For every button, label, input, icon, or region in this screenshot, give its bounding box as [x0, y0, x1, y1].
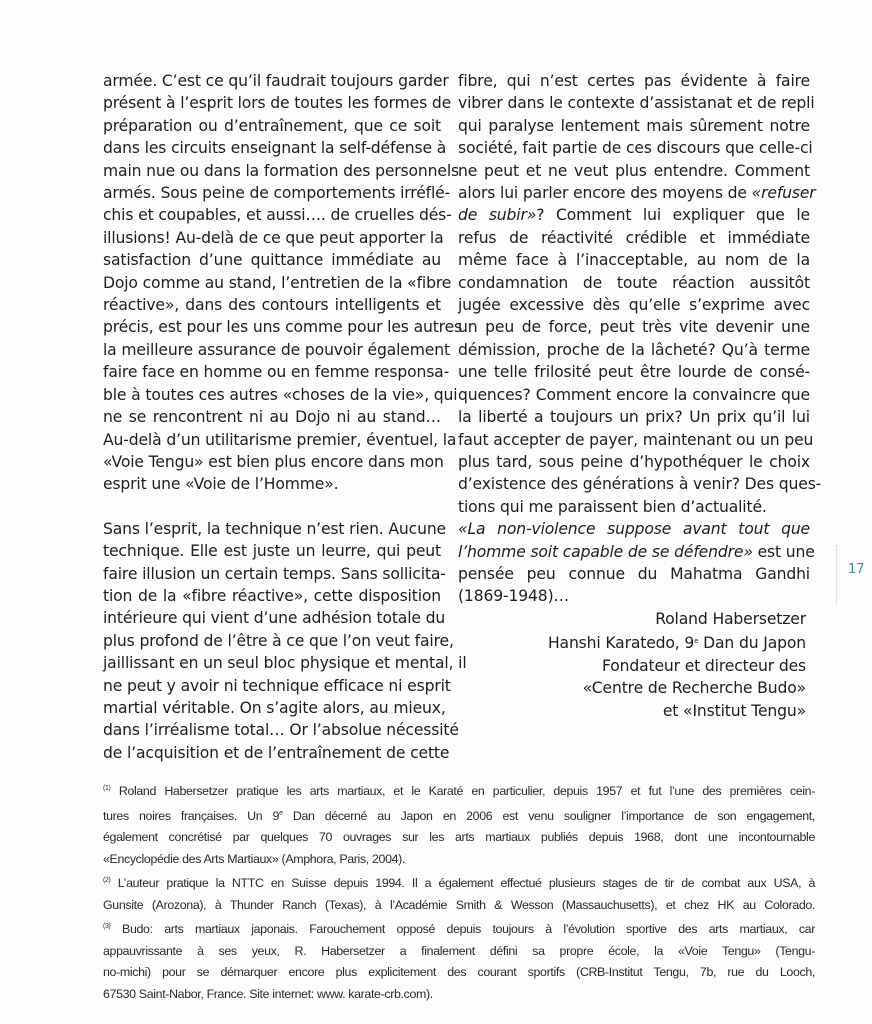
text-line: Au-delà d’un utilitarisme premier, éventuel, la [103, 430, 457, 449]
superscript: e [694, 637, 699, 646]
text-line: armée. C’est ce qu’il faudrait toujours garder [103, 72, 449, 90]
text-line: jaillissant en un seul bloc physique et mental, il [103, 654, 467, 673]
text-line: de l’acquisition et de l’entraînement de cette [103, 743, 450, 762]
text-line: quences? Comment encore la convaincre que [458, 385, 810, 404]
text-line: dans l’irréalisme total… Or l’absolue nécessité [103, 721, 459, 740]
text-line: «Voie Tengu» est bien plus encore dans mon [103, 452, 444, 471]
footnote-line [103, 916, 815, 941]
text-line: martial véritable. On s’agite alors, au mieux, [103, 698, 446, 717]
footnote-marker: (3) [103, 923, 111, 930]
page-number: 17 [848, 562, 865, 577]
text-line: tion de la «fibre réactive», cette disposition [103, 586, 441, 605]
text-line: même face à l’inacceptable, au nom de la [458, 251, 810, 270]
text-line: jugée excessive dès qu’elle s’exprime avec [458, 296, 810, 315]
text-line: d’existence des générations à venir? Des ques- [458, 475, 822, 494]
text-line: intérieure qui vient d’une adhésion totale du [103, 609, 446, 628]
footnotes [103, 778, 815, 1005]
footnote-line: no-michi) pour se démarquer encore plus explicitement des courant sportifs (CRB-Institut Tengu, 7b, rue du Looch, [103, 965, 815, 979]
text-line [458, 204, 810, 226]
author-role: Fondateur et directeur des [601, 656, 806, 675]
paragraph [458, 70, 822, 608]
footnote-line: 67530 Saint-Nabor, France. Site internet: www. karate-crb.com). [103, 986, 433, 1001]
margin-divider [836, 545, 838, 605]
text-line: une telle frilosité peut être lourde de consé- [458, 363, 810, 382]
text-line: Dojo comme au stand, l’entretien de la «fibre [103, 273, 452, 292]
italic-segment: l’homme soit capable de se défendre» [458, 542, 753, 561]
text-segment: Budo: arts martiaux japonais. Farouchement opposé depuis toujours à l’évolution sportive des arts martiaux, car [110, 922, 815, 936]
quote-line [458, 541, 815, 563]
text-line: réactive», dans des contours intelligents et [103, 296, 441, 315]
text-line: ne peut et ne veut plus entendre. Comment [458, 161, 810, 180]
text-line: faire face en homme ou en femme responsa- [103, 363, 450, 382]
text-segment: Dan du Japon [698, 634, 806, 653]
right-column [458, 70, 822, 608]
text-segment: Dan décerné au Japon en 2006 est venu souligner l’importance de son engagement, [282, 808, 815, 823]
text-line: démission, proche de la lâcheté? Qu’à terme [458, 340, 810, 359]
author-org: «Centre de Recherche Budo» [582, 679, 806, 698]
superscript: e [279, 809, 283, 817]
text-line: faire illusion un certain temps. Sans sollicita- [103, 564, 446, 583]
text-segment: tures noires françaises. Un 9 [103, 808, 280, 823]
text-line: refus de réactivité crédible et immédiate [458, 228, 810, 247]
footnote-line [103, 870, 815, 895]
footnote-marker: (2) [103, 877, 111, 884]
text-line: précis, est pour les uns comme pour les autres [103, 318, 463, 337]
text-line: tions qui me paraissent bien d’actualité. [458, 497, 767, 516]
footnote-line: «Encyclopédie des Arts Martiaux» (Amphora, Paris, 2004). [103, 851, 406, 866]
text-line: faut accepter de payer, maintenant ou un peu [458, 430, 814, 449]
text-segment: L’auteur pratique la NTTC en Suisse depuis 1994. Il a également effectué plusieurs stages de tir de combat aux USA, à [110, 876, 815, 890]
italic-segment: «La non-violence suppose avant tout que [458, 520, 810, 539]
paragraph [103, 70, 463, 496]
text-line: plus tard, sous peine d’hypothéquer le choix [458, 452, 810, 471]
footnote-line: Gunsite (Arozona), à Thunder Ranch (Texas), à l’Académie Smith & Wesson (Massauchusetts), et chez HK au Colorado. [103, 897, 815, 912]
text-line: ble à toutes ces autres «choses de la vie», qui [103, 385, 458, 404]
footnote-line [103, 778, 815, 803]
text-line: qui paralyse lentement mais sûrement notre [458, 116, 810, 135]
text-line: la liberté a toujours un prix? Un prix qu’il lui [458, 408, 810, 427]
left-column [103, 70, 467, 764]
text-line: armés. Sous peine de comportements irréflé- [103, 184, 451, 203]
text-line: technique. Elle est juste un leurre, qui peut [103, 542, 441, 561]
text-line: un peu de force, peut très vite devenir une [458, 318, 810, 337]
text-segment: Hanshi Karatedo, 9 [547, 634, 695, 653]
text-line: vibrer dans le contexte d’assistanat et de repli [458, 94, 815, 113]
italic-segment: «refuser [751, 184, 816, 203]
text-line: fibre, qui n’est certes pas évidente à faire [458, 72, 810, 90]
text-line: satisfaction d’une quittance immédiate au [103, 251, 441, 270]
footnote-line: également concrétisé par quelques 70 ouvrages sur les arts martiaux publiés depuis 1968, dont une incontournable [103, 830, 815, 844]
text-line: esprit une «Voie de l’Homme». [103, 475, 339, 494]
text-segment: ? Comment lui expliquer que le [536, 206, 810, 225]
text-segment: Roland Habersetzer pratique les arts martiaux, et le Karaté en particulier, depuis 1957 et fut l’une des premières cein- [110, 784, 815, 798]
text-line: Sans l’esprit, la technique n’est rien. Aucune [103, 519, 447, 538]
text-segment: alors lui parler encore des moyens de [458, 184, 747, 203]
text-line: chis et coupables, et aussi…. de cruelles dés- [103, 206, 452, 225]
text-line [458, 182, 816, 204]
signature-block [548, 608, 806, 722]
text-line: la meilleure assurance de pouvoir également [103, 340, 450, 359]
footnote-marker: (1) [103, 785, 111, 792]
text-line: préparation ou d’entraînement, que ce soit [103, 116, 441, 135]
paragraph [103, 518, 467, 764]
text-line: présent à l’esprit lors de toutes les formes de [103, 94, 452, 113]
quote-line [458, 518, 810, 540]
text-line: plus profond de l’être à ce que l’on veut faire, [103, 631, 454, 650]
author-title [548, 630, 806, 654]
paragraph-gap [103, 496, 441, 518]
footnote-line [103, 803, 815, 828]
text-line: ne se rencontrent ni au Dojo ni au stand… [103, 408, 441, 427]
text-line: dans les circuits enseignant la self-défense à [103, 139, 447, 158]
italic-segment: de subir» [458, 206, 537, 225]
text-line: condamnation de toute réaction aussitôt [458, 273, 810, 292]
text-line: société, fait partie de ces discours que celle-ci [458, 139, 813, 158]
text-line: illusions! Au-delà de ce que peut apporter la [103, 228, 444, 247]
text-line: ne peut y avoir ni technique efficace ni esprit [103, 676, 451, 695]
author-name: Roland Habersetzer [655, 610, 806, 628]
footnote-line: appauvrissante à ses yeux, R. Habersetzer a finalement défini sa propre école, la «Voie Tengu» (Tengu- [103, 943, 815, 958]
text-line: main nue ou dans la formation des personnels [103, 161, 459, 180]
text-line: pensée peu connue du Mahatma Gandhi [458, 564, 810, 583]
author-org: et «Institut Tengu» [662, 701, 806, 720]
text-line: (1869-1948)… [458, 587, 569, 606]
text-segment: est une [752, 542, 815, 561]
